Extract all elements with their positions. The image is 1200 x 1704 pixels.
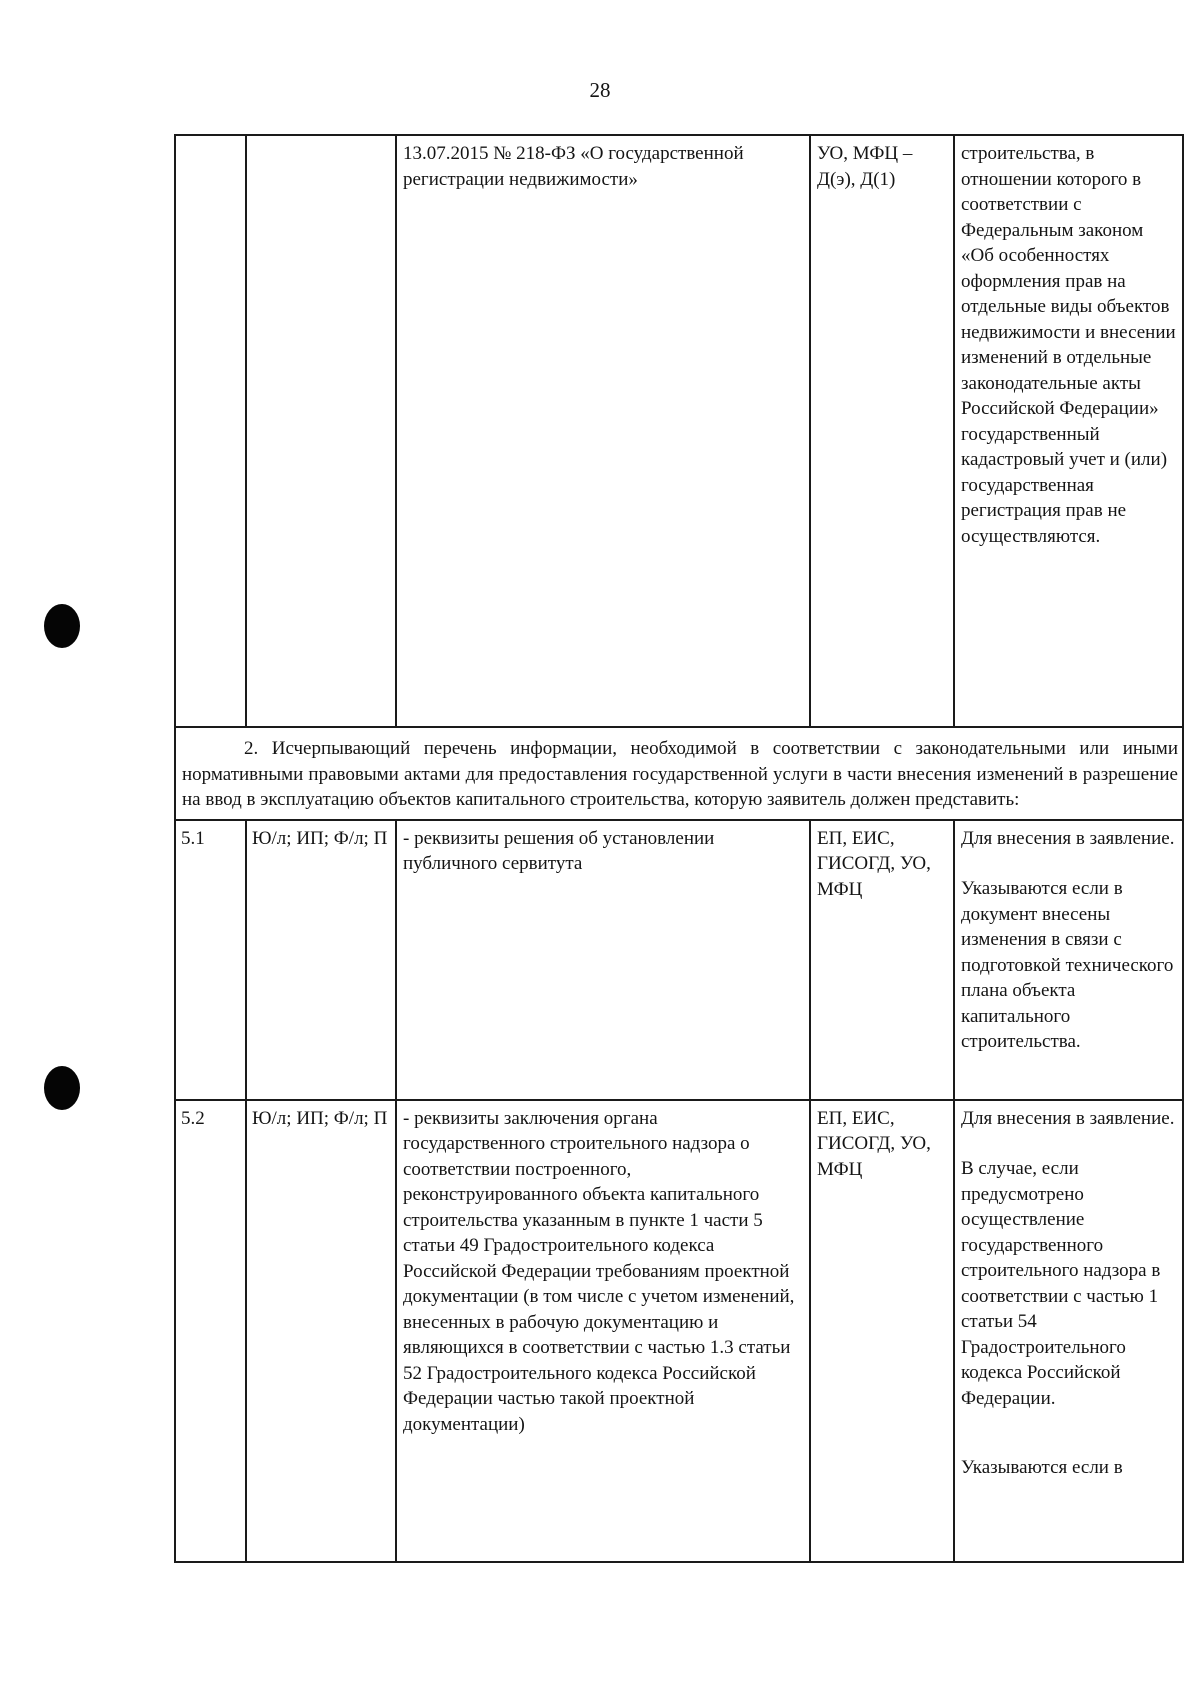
note-paragraph: Указываются если в: [961, 1457, 1123, 1478]
page-number: 28: [589, 78, 611, 102]
row-number-cell: 5.2: [175, 1100, 246, 1562]
note-paragraph: Указываются если в документ внесены изменения в связи с подготовкой технического плана объекта капитального строительства.: [961, 878, 1174, 1052]
applicant-cell: Ю/л; ИП; Ф/л; П: [246, 1100, 396, 1562]
info-cell: - реквизиты заключения органа государственного строительного надзора о соответствии построенного, реконструированного объекта капитального строительства указанным в пункте 1 части 5 статьи 49 Градостроительного кодекса Российской Федерации требованиям проектной документации (в том числе с учетом изменений, внесенных в рабочую документацию и являющихся в соответствии с частью 1.3 статьи 52 Градостроительного кодекса Российской Федерации частью такой проектной документации): [396, 1100, 810, 1562]
note-cell: [954, 1100, 1183, 1562]
section-heading-cell: [175, 727, 1183, 820]
source-cell: ЕП, ЕИС, ГИСОГД, УО, МФЦ: [810, 1100, 954, 1562]
note-paragraph: В случае, если предусмотрено осуществление государственного строительного надзора в соответствии с частью 1 статьи 54 Градостроительного кодекса Российской Федерации.: [961, 1158, 1161, 1409]
applicant-cell: Ю/л; ИП; Ф/л; П: [246, 820, 396, 1100]
note-paragraph: Для внесения в заявление.: [961, 827, 1175, 849]
table-row: [175, 1100, 1183, 1562]
table-row: [175, 820, 1183, 1100]
note-paragraph: Для внесения в заявление.: [961, 1107, 1175, 1129]
punch-hole-mark: [44, 1066, 80, 1110]
section-heading-row: [175, 727, 1183, 820]
row-number-cell: 5.1: [175, 820, 246, 1100]
punch-hole-mark: [44, 604, 80, 648]
requirements-table: [174, 134, 1184, 1563]
note-cell: строительства, в отношении которого в соответствии с Федеральным законом «Об особенностях оформления прав на отдельные виды объектов недвижимости и внесении изменений в отдельные законодательные акты Российской Федерации» государственный кадастровый учет и (или) государственная регистрация прав не осуществляются.: [954, 135, 1183, 727]
info-cell: - реквизиты решения об установлении публичного сервитута: [396, 820, 810, 1100]
source-cell: УО, МФЦ – Д(э), Д(1): [810, 135, 954, 727]
source-cell: ЕП, ЕИС, ГИСОГД, УО, МФЦ: [810, 820, 954, 1100]
row-number-cell: [175, 135, 246, 727]
section-heading-text: 2. Исчерпывающий перечень информации, необходимой в соответствии с законодательными или иными нормативными правовыми актами для предоставления государственной услуги в части внесения изменений в разрешение на ввод в эксплуатацию объектов капитального строительства, которую заявитель должен представить:: [182, 738, 1178, 810]
applicant-cell: [246, 135, 396, 727]
table-row: [175, 135, 1183, 727]
info-cell: 13.07.2015 № 218-ФЗ «О государственной регистрации недвижимости»: [396, 135, 810, 727]
note-cell: [954, 820, 1183, 1100]
